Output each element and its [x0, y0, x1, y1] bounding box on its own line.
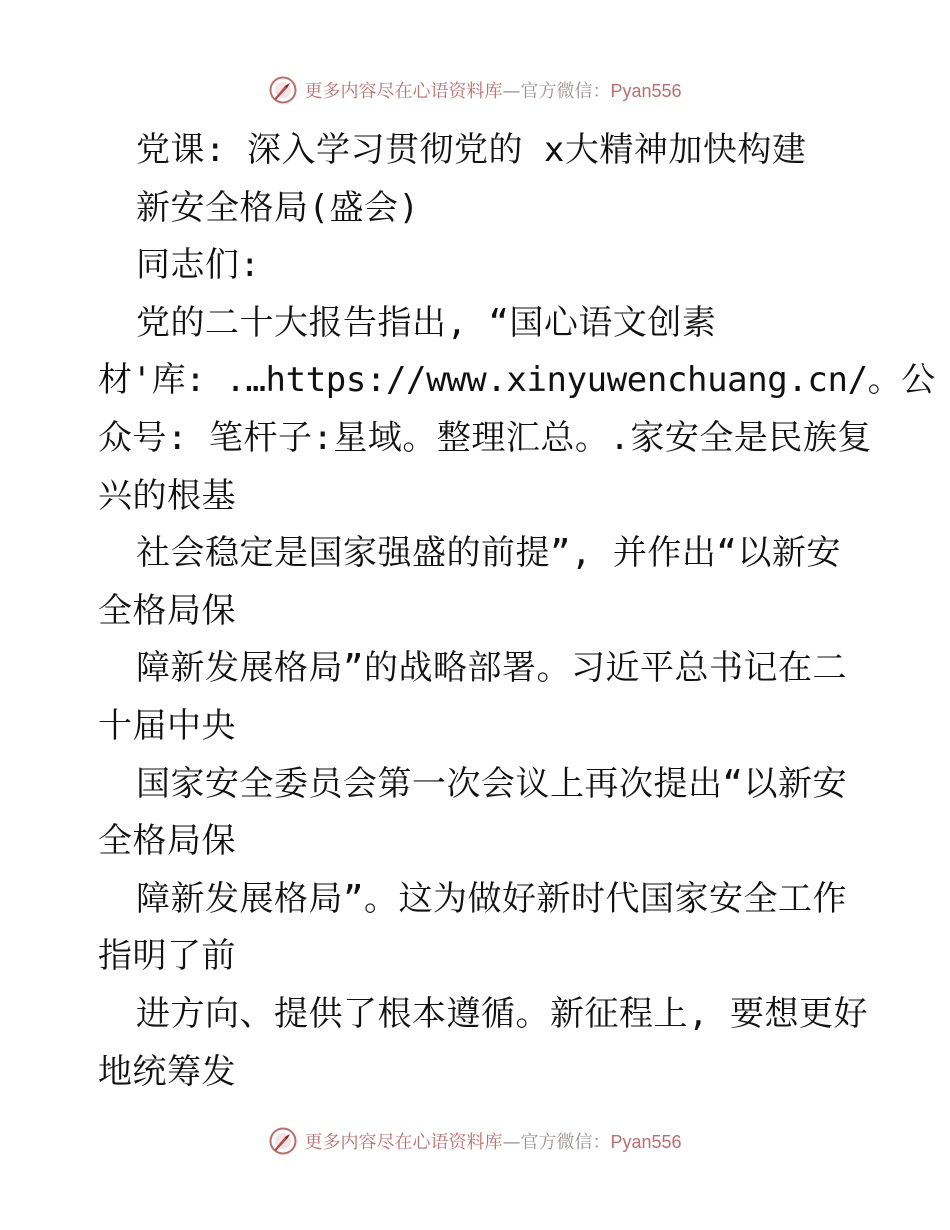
watermark-brand: 更多内容尽在心语资料库	[304, 1132, 503, 1153]
doc-paragraph-line: 全格局保	[98, 590, 236, 631]
doc-paragraph-line: 全格局保	[98, 821, 236, 862]
pen-nib-logo-icon	[268, 1126, 298, 1156]
watermark-text	[304, 1128, 681, 1154]
doc-paragraph-line: 国家安全委员会第一次会议上再次提出“以新安	[136, 763, 847, 804]
doc-paragraph-line: 障新发展格局”的战略部署。习近平总书记在二	[136, 648, 847, 689]
doc-paragraph-line: 地统筹发	[98, 1051, 236, 1092]
watermark-contact-id: Pyan556	[610, 1132, 682, 1152]
doc-paragraph-line: 十届中央	[98, 705, 236, 746]
header-watermark	[0, 70, 950, 110]
doc-paragraph-line: 党的二十大报告指出, “国心语文创素	[136, 302, 717, 343]
document-body	[98, 122, 935, 1101]
watermark-text	[304, 77, 681, 103]
watermark-contact-label: 官方微信：	[520, 81, 611, 102]
doc-paragraph-line: 材'库: .…https://www.xinyuwenchuang.cn/。公	[98, 360, 935, 401]
watermark-separator: —	[502, 1132, 521, 1153]
watermark-contact-label: 官方微信：	[520, 1132, 611, 1153]
doc-paragraph-line: 进方向、提供了根本遵循。新征程上, 要想更好	[136, 993, 868, 1034]
doc-paragraph-line: 众号: 笔杆子:星域。整理汇总。.家安全是民族复	[98, 417, 872, 458]
doc-paragraph-line: 社会稳定是国家强盛的前提”, 并作出“以新安	[136, 533, 841, 574]
watermark-separator: —	[502, 81, 521, 102]
watermark-brand: 更多内容尽在心语资料库	[304, 81, 503, 102]
doc-salutation: 同志们:	[136, 245, 261, 286]
doc-title-line-2: 新安全格局(盛会)	[136, 187, 420, 228]
doc-paragraph-line: 指明了前	[98, 936, 236, 977]
doc-title-line-1: 党课: 深入学习贯彻党的 x大精神加快构建	[136, 130, 807, 170]
footer-watermark	[0, 1121, 950, 1161]
watermark-contact-id: Pyan556	[610, 81, 682, 101]
pen-nib-logo-icon	[268, 75, 298, 105]
doc-paragraph-line: 兴的根基	[98, 475, 236, 516]
doc-paragraph-line: 障新发展格局”。这为做好新时代国家安全工作	[136, 878, 847, 919]
